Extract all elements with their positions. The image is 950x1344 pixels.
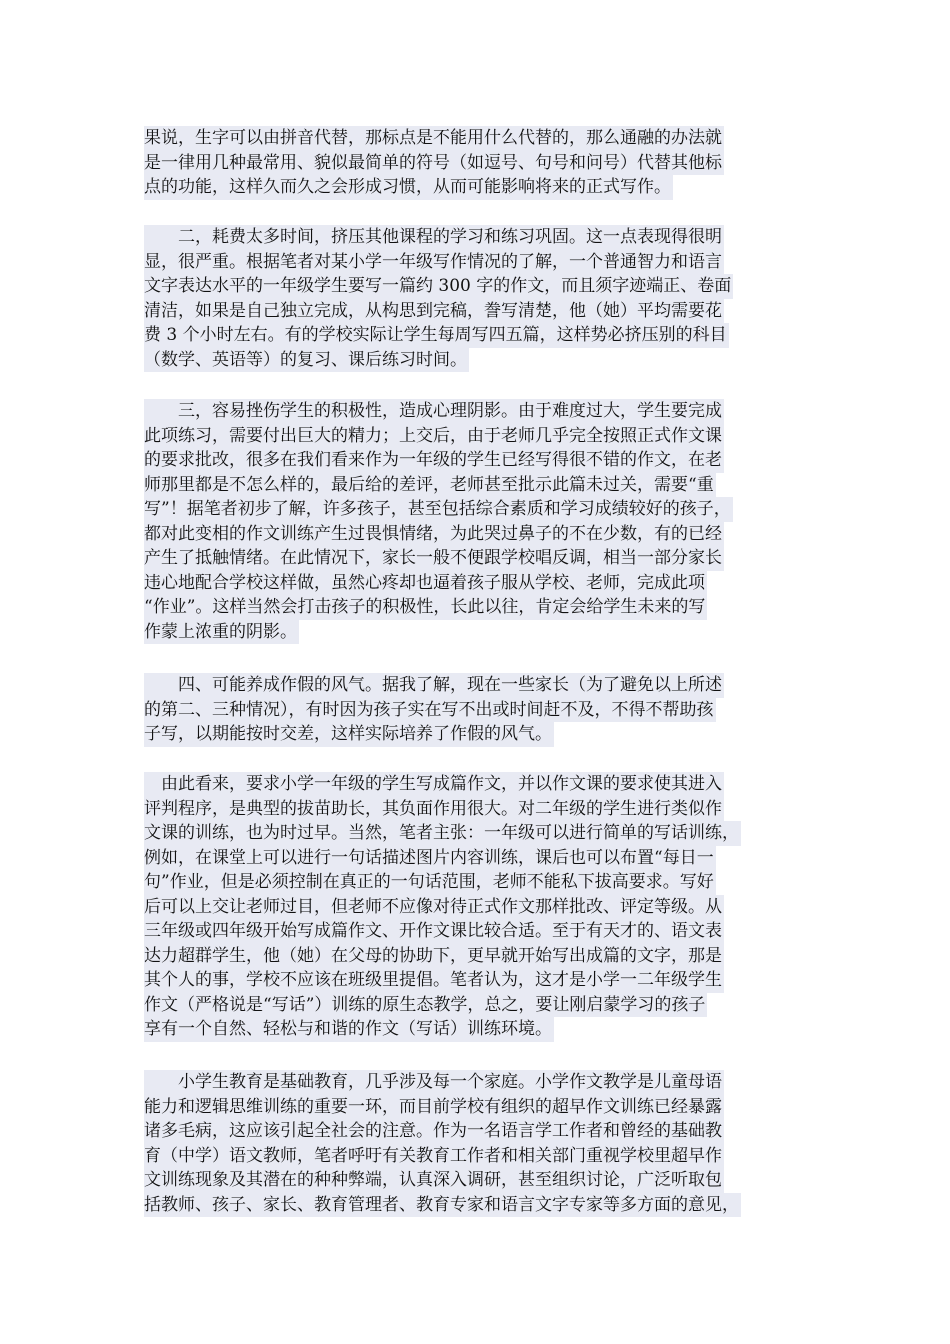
text-line: 子写，以期能按时交差，这样实际培养了作假的风气。: [144, 722, 808, 747]
text-line: 句”作业，但是必须控制在真正的一句话范围，老师不能私下拔高要求。写好: [144, 870, 808, 895]
text-line: 括教师、孩子、家长、教育管理者、教育专家和语言文字专家等多方面的意见，: [144, 1193, 808, 1218]
text-line: 师那里都是不怎么样的，最后给的差评，老师甚至批示此篇未过关，需要“重: [144, 473, 808, 498]
text-line: 后可以上交让老师过目，但老师不应像对待正式作文那样批改、评定等级。从: [144, 895, 808, 920]
paragraph-5: [144, 772, 808, 1042]
paragraph-2: [144, 225, 808, 372]
text-line: 的第二、三种情况），有时因为孩子实在写不出或时间赶不及，不得不帮助孩: [144, 698, 808, 723]
text-line: 果说，生字可以由拼音代替，那标点是不能用什么代替的，那么通融的办法就: [144, 126, 808, 151]
text-line: 例如，在课堂上可以进行一句话描述图片内容训练，课后也可以布置“每日一: [144, 846, 808, 871]
text-line: 二，耗费太多时间，挤压其他课程的学习和练习巩固。这一点表现得很明: [144, 225, 808, 250]
text-line: 产生了抵触情绪。在此情况下，家长一般不便跟学校唱反调，相当一部分家长: [144, 546, 808, 571]
text-line: 的要求批改，很多在我们看来作为一年级的学生已经写得很不错的作文，在老: [144, 448, 808, 473]
text-line: 达力超群学生，他（她）在父母的协助下，更早就开始写出成篇的文字，那是: [144, 944, 808, 969]
text-line: 费 3 个小时左右。有的学校实际让学生每周写四五篇，这样势必挤压别的科目: [144, 323, 808, 348]
text-line: 文课的训练，也为时过早。当然，笔者主张：一年级可以进行简单的写话训练，: [144, 821, 808, 846]
text-line: 都对此变相的作文训练产生过畏惧情绪，为此哭过鼻子的不在少数，有的已经: [144, 522, 808, 547]
text-line: 四、可能养成作假的风气。据我了解，现在一些家长（为了避免以上所述: [144, 673, 808, 698]
text-line: 由此看来，要求小学一年级的学生写成篇作文，并以作文课的要求使其进入: [144, 772, 808, 797]
text-line: 三，容易挫伤学生的积极性，造成心理阴影。由于难度过大，学生要完成: [144, 399, 808, 424]
paragraph-4: [144, 673, 808, 747]
text-line: 诸多毛病，这应该引起全社会的注意。作为一名语言学工作者和曾经的基础教: [144, 1119, 808, 1144]
paragraph-6: [144, 1070, 808, 1217]
text-line: 小学生教育是基础教育，几乎涉及每一个家庭。小学作文教学是儿童母语: [144, 1070, 808, 1095]
text-line: 文字表达水平的一年级学生要写一篇约 300 字的作文，而且须字迹端正、卷面: [144, 274, 808, 299]
text-line: 清洁，如果是自己独立完成，从构思到完稿，誊写清楚，他（她）平均需要花: [144, 299, 808, 324]
text-line: （数学、英语等）的复习、课后练习时间。: [144, 348, 808, 373]
text-line: 评判程序，是典型的拔苗助长，其负面作用很大。对二年级的学生进行类似作: [144, 797, 808, 822]
text-line: 作蒙上浓重的阴影。: [144, 620, 808, 645]
text-line: 育（中学）语文教师，笔者呼吁有关教育工作者和相关部门重视学校里超早作: [144, 1144, 808, 1169]
text-line: 显，很严重。根据笔者对某小学一年级写作情况的了解，一个普通智力和语言: [144, 250, 808, 275]
text-line: 写”！据笔者初步了解，许多孩子，甚至包括综合素质和学习成绩较好的孩子，: [144, 497, 808, 522]
text-line: “作业”。这样当然会打击孩子的积极性，长此以往，肯定会给学生未来的写: [144, 595, 808, 620]
paragraph-3: [144, 399, 808, 644]
text-line: 此项练习，需要付出巨大的精力；上交后，由于老师几乎完全按照正式作文课: [144, 424, 808, 449]
text-line: 是一律用几种最常用、貌似最简单的符号（如逗号、句号和问号）代替其他标: [144, 151, 808, 176]
text-line: 能力和逻辑思维训练的重要一环，而目前学校有组织的超早作文训练已经暴露: [144, 1095, 808, 1120]
paragraph-1: [144, 126, 808, 200]
text-line: 违心地配合学校这样做，虽然心疼却也逼着孩子服从学校、老师，完成此项: [144, 571, 808, 596]
text-line: 作文（严格说是“写话”）训练的原生态教学，总之，要让刚启蒙学习的孩子: [144, 993, 808, 1018]
text-line: 享有一个自然、轻松与和谐的作文（写话）训练环境。: [144, 1017, 808, 1042]
text-line: 文训练现象及其潜在的种种弊端，认真深入调研，甚至组织讨论，广泛听取包: [144, 1168, 808, 1193]
text-line: 其个人的事，学校不应该在班级里提倡。笔者认为，这才是小学一二年级学生: [144, 968, 808, 993]
text-line: 点的功能，这样久而久之会形成习惯，从而可能影响将来的正式写作。: [144, 175, 808, 200]
text-line: 三年级或四年级开始写成篇作文、开作文课比较合适。至于有天才的、语文表: [144, 919, 808, 944]
